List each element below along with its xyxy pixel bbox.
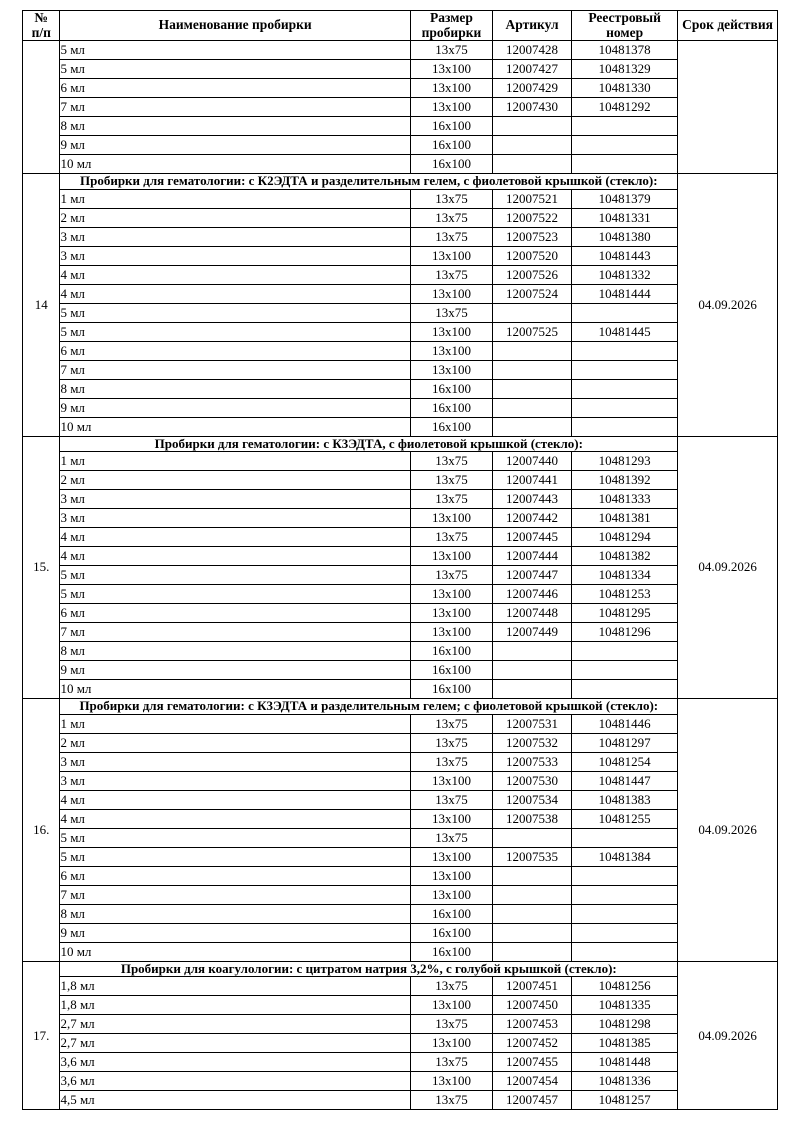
tube-registry-table	[22, 10, 778, 1110]
cell-size: 13х100	[410, 847, 492, 866]
group-number	[23, 41, 60, 174]
cell-article: 12007443	[493, 490, 572, 509]
cell-size: 13х75	[410, 490, 492, 509]
cell-article: 12007452	[493, 1034, 572, 1053]
table-row	[23, 942, 778, 961]
table-row	[23, 661, 778, 680]
cell-name: 3 мл	[60, 246, 410, 265]
table-row	[23, 1015, 778, 1034]
cell-name: 4,5 мл	[60, 1091, 410, 1110]
cell-size: 13х75	[410, 452, 492, 471]
cell-reg-number: 10481298	[572, 1015, 678, 1034]
cell-reg-number	[572, 136, 678, 155]
cell-article	[493, 155, 572, 174]
cell-reg-number: 10481297	[572, 733, 678, 752]
cell-reg-number: 10481293	[572, 452, 678, 471]
table-row	[23, 996, 778, 1015]
table-row	[23, 452, 778, 471]
cell-reg-number	[572, 379, 678, 398]
cell-size: 13х75	[410, 1091, 492, 1110]
cell-name: 2,7 мл	[60, 1034, 410, 1053]
table-row	[23, 471, 778, 490]
group-number: 16.	[23, 699, 60, 962]
cell-size: 13х75	[410, 303, 492, 322]
cell-size: 13х75	[410, 528, 492, 547]
cell-article: 12007531	[493, 714, 572, 733]
cell-name: 3,6 мл	[60, 1053, 410, 1072]
cell-article: 12007530	[493, 771, 572, 790]
cell-size: 13х100	[410, 885, 492, 904]
cell-name: 8 мл	[60, 642, 410, 661]
table-row	[23, 41, 778, 60]
cell-size: 16х100	[410, 117, 492, 136]
cell-reg-number: 10481392	[572, 471, 678, 490]
cell-reg-number	[572, 642, 678, 661]
cell-size: 13х100	[410, 585, 492, 604]
cell-size: 13х75	[410, 714, 492, 733]
table-row	[23, 60, 778, 79]
cell-reg-number: 10481448	[572, 1053, 678, 1072]
cell-article: 12007533	[493, 752, 572, 771]
cell-reg-number	[572, 398, 678, 417]
cell-reg-number: 10481331	[572, 208, 678, 227]
header-name: Наименование пробирки	[60, 11, 410, 41]
cell-article: 12007453	[493, 1015, 572, 1034]
cell-article	[493, 341, 572, 360]
cell-size: 13х100	[410, 1072, 492, 1091]
cell-article: 12007524	[493, 284, 572, 303]
cell-article: 12007521	[493, 189, 572, 208]
group-term	[678, 41, 778, 174]
table-row	[23, 733, 778, 752]
cell-reg-number: 10481446	[572, 714, 678, 733]
table-row	[23, 771, 778, 790]
cell-size: 13х100	[410, 79, 492, 98]
cell-article: 12007428	[493, 41, 572, 60]
cell-article: 12007449	[493, 623, 572, 642]
cell-name: 6 мл	[60, 79, 410, 98]
table-row	[23, 208, 778, 227]
cell-size: 16х100	[410, 942, 492, 961]
table-row	[23, 417, 778, 436]
cell-article: 12007522	[493, 208, 572, 227]
table-row	[23, 547, 778, 566]
table-row	[23, 885, 778, 904]
cell-name: 5 мл	[60, 566, 410, 585]
cell-name: 7 мл	[60, 623, 410, 642]
cell-article	[493, 904, 572, 923]
cell-reg-number: 10481335	[572, 996, 678, 1015]
header-num-line1: №	[34, 10, 48, 25]
cell-name: 9 мл	[60, 136, 410, 155]
cell-article	[493, 398, 572, 417]
cell-article: 12007525	[493, 322, 572, 341]
cell-reg-number: 10481295	[572, 604, 678, 623]
cell-reg-number	[572, 661, 678, 680]
cell-name: 5 мл	[60, 60, 410, 79]
table-row	[23, 680, 778, 699]
cell-size: 16х100	[410, 379, 492, 398]
table-row	[23, 98, 778, 117]
cell-reg-number: 10481254	[572, 752, 678, 771]
group-title-row	[23, 174, 778, 190]
table-row	[23, 117, 778, 136]
table-row	[23, 828, 778, 847]
cell-size: 16х100	[410, 136, 492, 155]
cell-name: 4 мл	[60, 790, 410, 809]
cell-size: 13х75	[410, 828, 492, 847]
cell-article	[493, 117, 572, 136]
cell-reg-number: 10481379	[572, 189, 678, 208]
cell-article	[493, 828, 572, 847]
cell-name: 1,8 мл	[60, 977, 410, 996]
cell-size: 13х75	[410, 1053, 492, 1072]
cell-reg-number: 10481384	[572, 847, 678, 866]
cell-name: 10 мл	[60, 942, 410, 961]
cell-reg-number	[572, 303, 678, 322]
cell-article	[493, 680, 572, 699]
table-row	[23, 490, 778, 509]
cell-article: 12007446	[493, 585, 572, 604]
cell-name: 10 мл	[60, 680, 410, 699]
table-row	[23, 303, 778, 322]
cell-reg-number: 10481256	[572, 977, 678, 996]
table-row	[23, 360, 778, 379]
cell-article	[493, 642, 572, 661]
cell-name: 8 мл	[60, 379, 410, 398]
cell-article: 12007520	[493, 246, 572, 265]
table-row	[23, 847, 778, 866]
cell-size: 13х100	[410, 996, 492, 1015]
table-header-row	[23, 11, 778, 41]
cell-reg-number	[572, 828, 678, 847]
cell-size: 13х100	[410, 771, 492, 790]
cell-article	[493, 360, 572, 379]
cell-reg-number: 10481381	[572, 509, 678, 528]
cell-name: 4 мл	[60, 528, 410, 547]
cell-size: 13х100	[410, 60, 492, 79]
cell-name: 8 мл	[60, 117, 410, 136]
cell-name: 4 мл	[60, 265, 410, 284]
table-row	[23, 227, 778, 246]
table-body	[23, 41, 778, 1110]
table-row	[23, 752, 778, 771]
cell-article: 12007441	[493, 471, 572, 490]
cell-article: 12007429	[493, 79, 572, 98]
group-term: 04.09.2026	[678, 961, 778, 1110]
cell-reg-number: 10481330	[572, 79, 678, 98]
cell-name: 2 мл	[60, 471, 410, 490]
cell-size: 16х100	[410, 417, 492, 436]
cell-name: 5 мл	[60, 828, 410, 847]
cell-size: 13х75	[410, 733, 492, 752]
cell-name: 5 мл	[60, 303, 410, 322]
cell-name: 1 мл	[60, 189, 410, 208]
cell-article: 12007445	[493, 528, 572, 547]
group-term: 04.09.2026	[678, 436, 778, 699]
group-title: Пробирки для коагулологии: с цитратом натрия 3,2%, с голубой крышкой (стекло):	[60, 961, 678, 977]
cell-reg-number: 10481334	[572, 566, 678, 585]
cell-size: 13х100	[410, 98, 492, 117]
cell-name: 2,7 мл	[60, 1015, 410, 1034]
cell-reg-number: 10481380	[572, 227, 678, 246]
header-num-line2: п/п	[31, 24, 51, 40]
cell-article	[493, 136, 572, 155]
cell-name: 7 мл	[60, 885, 410, 904]
cell-size: 13х75	[410, 208, 492, 227]
cell-reg-number	[572, 680, 678, 699]
cell-name: 9 мл	[60, 398, 410, 417]
cell-article	[493, 379, 572, 398]
cell-name: 5 мл	[60, 585, 410, 604]
cell-reg-number: 10481336	[572, 1072, 678, 1091]
cell-name: 9 мл	[60, 661, 410, 680]
cell-size: 13х75	[410, 227, 492, 246]
cell-article: 12007427	[493, 60, 572, 79]
cell-reg-number	[572, 904, 678, 923]
cell-name: 5 мл	[60, 322, 410, 341]
cell-size: 13х75	[410, 566, 492, 585]
cell-reg-number	[572, 341, 678, 360]
cell-name: 3,6 мл	[60, 1072, 410, 1091]
cell-name: 10 мл	[60, 417, 410, 436]
group-title: Пробирки для гематологии: с К3ЭДТА и разделительным гелем; с фиолетовой крышкой (стекло):	[60, 699, 678, 715]
cell-article: 12007451	[493, 977, 572, 996]
cell-name: 6 мл	[60, 866, 410, 885]
cell-name: 5 мл	[60, 41, 410, 60]
cell-size: 13х100	[410, 509, 492, 528]
group-title-row	[23, 699, 778, 715]
table-row	[23, 265, 778, 284]
cell-size: 13х75	[410, 471, 492, 490]
table-row	[23, 714, 778, 733]
group-term: 04.09.2026	[678, 174, 778, 437]
cell-reg-number: 10481382	[572, 547, 678, 566]
table-row	[23, 528, 778, 547]
cell-article: 12007444	[493, 547, 572, 566]
cell-reg-number	[572, 866, 678, 885]
cell-reg-number	[572, 885, 678, 904]
cell-article	[493, 866, 572, 885]
cell-size: 16х100	[410, 155, 492, 174]
cell-article: 12007455	[493, 1053, 572, 1072]
cell-size: 13х100	[410, 360, 492, 379]
cell-size: 13х100	[410, 341, 492, 360]
group-number: 17.	[23, 961, 60, 1110]
table-row	[23, 866, 778, 885]
table-row	[23, 566, 778, 585]
header-num	[23, 11, 60, 41]
cell-reg-number: 10481445	[572, 322, 678, 341]
cell-name: 3 мл	[60, 771, 410, 790]
table-row	[23, 1072, 778, 1091]
table-row	[23, 1034, 778, 1053]
cell-reg-number	[572, 417, 678, 436]
cell-reg-number: 10481383	[572, 790, 678, 809]
cell-name: 3 мл	[60, 509, 410, 528]
table-row	[23, 977, 778, 996]
table-row	[23, 398, 778, 417]
cell-reg-number: 10481329	[572, 60, 678, 79]
cell-name: 7 мл	[60, 98, 410, 117]
cell-reg-number	[572, 117, 678, 136]
cell-reg-number: 10481332	[572, 265, 678, 284]
cell-size: 16х100	[410, 904, 492, 923]
group-title: Пробирки для гематологии: с К3ЭДТА, с фиолетовой крышкой (стекло):	[60, 436, 678, 452]
cell-article: 12007440	[493, 452, 572, 471]
table-row	[23, 904, 778, 923]
cell-size: 13х75	[410, 977, 492, 996]
cell-article: 12007450	[493, 996, 572, 1015]
cell-size: 13х75	[410, 41, 492, 60]
table-row	[23, 284, 778, 303]
cell-name: 6 мл	[60, 341, 410, 360]
cell-article: 12007454	[493, 1072, 572, 1091]
table-row	[23, 809, 778, 828]
cell-size: 16х100	[410, 642, 492, 661]
group-number: 15.	[23, 436, 60, 699]
cell-article: 12007523	[493, 227, 572, 246]
cell-article	[493, 942, 572, 961]
table-row	[23, 1091, 778, 1110]
cell-size: 16х100	[410, 661, 492, 680]
cell-name: 7 мл	[60, 360, 410, 379]
header-term: Срок действия	[678, 11, 778, 41]
cell-article: 12007448	[493, 604, 572, 623]
table-row	[23, 585, 778, 604]
cell-size: 13х75	[410, 189, 492, 208]
cell-size: 13х100	[410, 1034, 492, 1053]
cell-article	[493, 923, 572, 942]
cell-size: 13х75	[410, 265, 492, 284]
cell-reg-number: 10481255	[572, 809, 678, 828]
cell-name: 1 мл	[60, 714, 410, 733]
cell-name: 3 мл	[60, 752, 410, 771]
table-row	[23, 923, 778, 942]
header-size: Размер пробирки	[410, 11, 492, 41]
cell-reg-number	[572, 923, 678, 942]
cell-article: 12007457	[493, 1091, 572, 1110]
cell-name: 5 мл	[60, 847, 410, 866]
cell-size: 13х100	[410, 284, 492, 303]
cell-size: 13х75	[410, 790, 492, 809]
table-row	[23, 379, 778, 398]
table-row	[23, 246, 778, 265]
cell-size: 13х75	[410, 1015, 492, 1034]
cell-article	[493, 885, 572, 904]
table-row	[23, 623, 778, 642]
cell-reg-number: 10481333	[572, 490, 678, 509]
cell-reg-number: 10481292	[572, 98, 678, 117]
cell-article: 12007534	[493, 790, 572, 809]
cell-reg-number	[572, 155, 678, 174]
cell-name: 1 мл	[60, 452, 410, 471]
cell-name: 6 мл	[60, 604, 410, 623]
cell-name: 2 мл	[60, 733, 410, 752]
cell-reg-number: 10481385	[572, 1034, 678, 1053]
cell-size: 16х100	[410, 398, 492, 417]
group-title: Пробирки для гематологии: с К2ЭДТА и разделительным гелем, с фиолетовой крышкой (стекло):	[60, 174, 678, 190]
table-row	[23, 604, 778, 623]
cell-article: 12007442	[493, 509, 572, 528]
cell-name: 8 мл	[60, 904, 410, 923]
cell-article: 12007447	[493, 566, 572, 585]
cell-name: 4 мл	[60, 809, 410, 828]
cell-article: 12007535	[493, 847, 572, 866]
cell-article	[493, 417, 572, 436]
cell-size: 13х100	[410, 246, 492, 265]
table-row	[23, 155, 778, 174]
table-row	[23, 189, 778, 208]
cell-size: 13х100	[410, 604, 492, 623]
table-row	[23, 642, 778, 661]
cell-size: 13х100	[410, 547, 492, 566]
cell-article: 12007532	[493, 733, 572, 752]
cell-reg-number: 10481444	[572, 284, 678, 303]
cell-name: 2 мл	[60, 208, 410, 227]
cell-size: 13х100	[410, 809, 492, 828]
table-row	[23, 1053, 778, 1072]
cell-name: 1,8 мл	[60, 996, 410, 1015]
table-row	[23, 790, 778, 809]
cell-reg-number	[572, 942, 678, 961]
header-reg-number: Реестровый номер	[572, 11, 678, 41]
cell-size: 13х100	[410, 866, 492, 885]
cell-size: 16х100	[410, 680, 492, 699]
cell-size: 13х75	[410, 752, 492, 771]
cell-article: 12007538	[493, 809, 572, 828]
cell-reg-number: 10481296	[572, 623, 678, 642]
cell-name: 4 мл	[60, 547, 410, 566]
cell-reg-number: 10481447	[572, 771, 678, 790]
cell-article	[493, 303, 572, 322]
cell-size: 16х100	[410, 923, 492, 942]
group-number: 14	[23, 174, 60, 437]
cell-name: 10 мл	[60, 155, 410, 174]
cell-size: 13х100	[410, 322, 492, 341]
header-article: Артикул	[493, 11, 572, 41]
cell-reg-number: 10481257	[572, 1091, 678, 1110]
table-row	[23, 509, 778, 528]
cell-article	[493, 661, 572, 680]
cell-name: 3 мл	[60, 490, 410, 509]
cell-article: 12007526	[493, 265, 572, 284]
cell-reg-number: 10481443	[572, 246, 678, 265]
cell-reg-number	[572, 360, 678, 379]
cell-reg-number: 10481294	[572, 528, 678, 547]
cell-reg-number: 10481378	[572, 41, 678, 60]
cell-name: 4 мл	[60, 284, 410, 303]
group-title-row	[23, 436, 778, 452]
cell-size: 13х100	[410, 623, 492, 642]
table-row	[23, 79, 778, 98]
group-term: 04.09.2026	[678, 699, 778, 962]
cell-name: 3 мл	[60, 227, 410, 246]
cell-article: 12007430	[493, 98, 572, 117]
cell-name: 9 мл	[60, 923, 410, 942]
group-title-row	[23, 961, 778, 977]
cell-reg-number: 10481253	[572, 585, 678, 604]
table-row	[23, 136, 778, 155]
table-row	[23, 322, 778, 341]
table-row	[23, 341, 778, 360]
